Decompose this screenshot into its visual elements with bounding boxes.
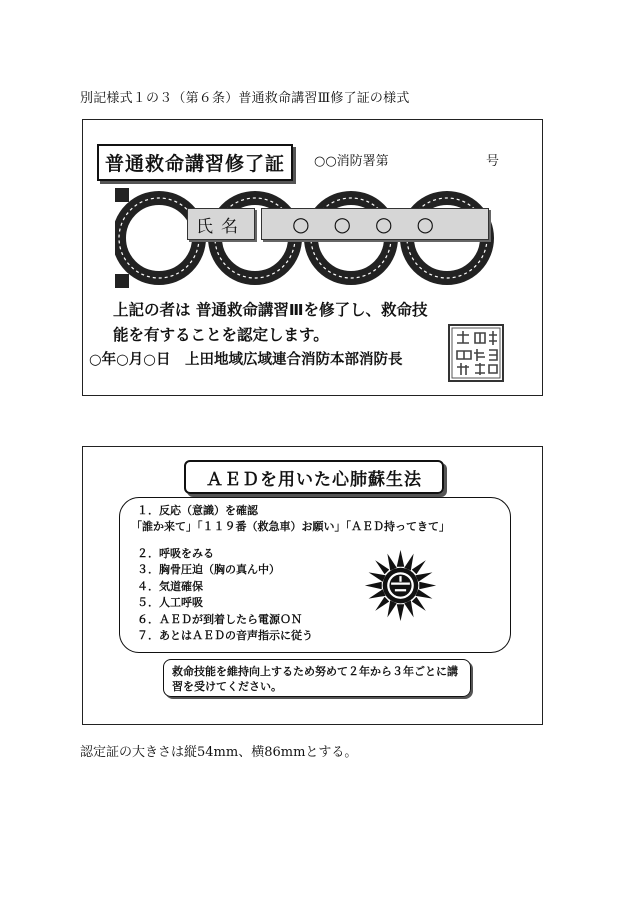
size-footnote: 認定証の大きさは縦54mm、横86mmとする。 <box>80 745 358 760</box>
official-seal-stamp <box>447 323 505 383</box>
step-item: ７．あとはＡＥＤの音声指示に従う <box>137 628 313 642</box>
station-label: ○○消防署第 <box>314 154 389 169</box>
certificate-title: 普通救命講習修了証 <box>97 144 293 181</box>
step-item: ２．呼吸をみる <box>137 547 214 560</box>
aed-procedure-card <box>82 446 543 725</box>
step-item: ３．胸骨圧迫（胸の真ん中） <box>137 563 280 577</box>
step-item: ６．ＡＥＤが到着したら電源ＯＮ <box>137 612 302 626</box>
fire-department-emblem-icon <box>363 548 438 623</box>
name-label: 氏名 <box>187 208 255 240</box>
aed-title: ＡＥＤを用いた心肺蘇生法 <box>184 460 444 494</box>
step-1: １．反応（意識）を確認 <box>137 504 258 517</box>
step-1-calls: 「誰か来て」「１１９番（救急車）お願い」「ＡＥＤ持ってきて」 <box>131 520 450 533</box>
steps-list <box>137 546 313 644</box>
name-value: ○○○○ <box>261 208 489 240</box>
number-suffix: 号 <box>486 154 500 169</box>
certification-text-line2: 能を有することを認定します。 <box>113 326 329 344</box>
renewal-note: 救命技能を維持向上するため努めて２年から３年ごとに講習を受けてください。 <box>163 659 471 697</box>
form-caption: 別記様式１の３（第６条）普通救命講習Ⅲ修了証の様式 <box>80 91 410 106</box>
issue-date-and-issuer: ○年○月○日 上田地域広域連合消防本部消防長 <box>89 352 403 368</box>
step-item: ４．気道確保 <box>137 579 203 593</box>
certificate-card <box>82 119 543 396</box>
step-item: ５．人工呼吸 <box>137 596 203 610</box>
certification-text-line1: 上記の者は 普通救命講習Ⅲを修了し、救命技 <box>113 301 428 319</box>
